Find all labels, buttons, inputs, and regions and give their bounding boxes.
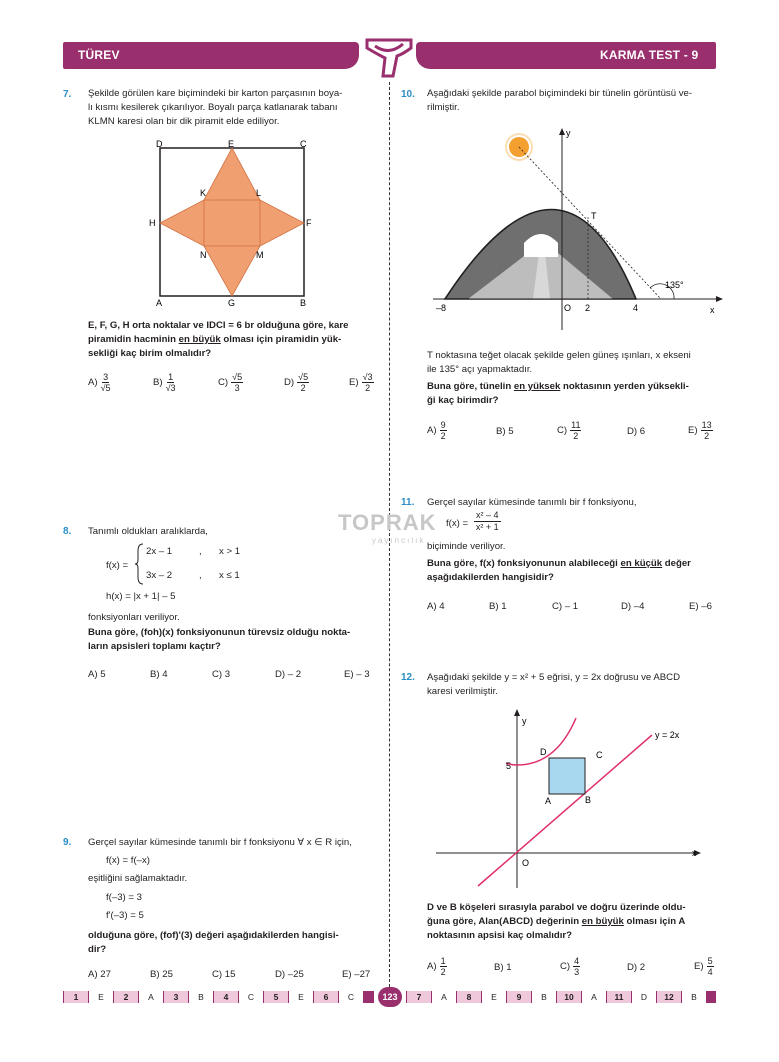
q10-option-b[interactable]: B) 5 (496, 426, 514, 437)
q12-line-label: y = 2x (655, 730, 680, 740)
q9-given: eşitliğini sağlamaktadır. (88, 873, 188, 884)
q11-f-label: f(x) = (446, 518, 469, 529)
q11-fraction (474, 510, 501, 533)
brace-icon (135, 543, 145, 585)
q8-question-1: Buna göre, (foh)(x) fonksiyonunun türevsiz olduğu nokta- (88, 627, 351, 638)
answer-key-right: 7 A 8 E 9 B 10 A 11 D 12 B (407, 991, 707, 1003)
label-E: E (228, 139, 235, 149)
q9-option-c[interactable]: C) 15 (212, 969, 236, 980)
q9-option-b[interactable]: B) 25 (150, 969, 173, 980)
q7-text-2: lı kısmı kesilerek çıkarılıyor. Boyalı parça katlanarak tabanı (88, 102, 338, 113)
q8-given: fonksiyonları veriliyor. (88, 612, 180, 623)
q10-text-3: T noktasına teğet olacak şekilde gelen güneş ışınları, x ekseni (427, 350, 691, 361)
q11-numerator: x² – 4 (476, 510, 499, 520)
q7-figure (148, 138, 323, 310)
q7-text-3: KLMN karesi olan bir dik piramit elde ediliyor. (88, 116, 280, 127)
q12-origin-label: O (522, 858, 530, 868)
q7-option-d[interactable]: D) $\frac{√5}{2}$ (284, 372, 309, 393)
q8-comma-2: , (199, 570, 202, 581)
label-A: A (156, 298, 163, 308)
q8-case-1: 2x – 1 (146, 546, 173, 557)
q9-eq-1: f(x) = f(–x) (106, 855, 150, 866)
q11-denominator: x² + 1 (475, 522, 499, 532)
label-D: D (156, 139, 163, 149)
q10-question-2: ği kaç birimdir? (427, 395, 499, 406)
q11-option-a[interactable]: A) 4 (427, 601, 445, 612)
label-K: K (200, 188, 207, 198)
q10-option-a[interactable]: A) $\frac{9}{2}$ (427, 420, 446, 441)
q9-number: 9. (63, 837, 72, 848)
q10-y-label: y (566, 128, 571, 138)
q7-option-a[interactable]: A) $\frac{3}{√5}$ (88, 372, 111, 393)
q12-y-label: y (522, 716, 527, 726)
q7-text-1: Şekilde görülen kare biçimindeki bir karton parçasının boya- (88, 88, 343, 99)
q12-5-label: 5 (506, 761, 512, 771)
q8-option-b[interactable]: B) 4 (150, 669, 168, 680)
q9-option-d[interactable]: D) –25 (275, 969, 304, 980)
q8-option-e[interactable]: E) – 3 (344, 669, 370, 680)
q10-question-1: Buna göre, tünelin en yüksek noktasının yerden yüksekli- (427, 381, 689, 392)
q11-given: biçiminde veriliyor. (427, 541, 506, 552)
q7-option-c[interactable]: C) $\frac{√5}{3}$ (218, 372, 243, 393)
q11-option-b[interactable]: B) 1 (489, 601, 507, 612)
q12-x-label: x (692, 848, 697, 858)
q10-number: 10. (401, 89, 415, 100)
q12-question-1: D ve B köşeleri sırasıyla parabol ve doğru üzerinde oldu- (427, 902, 686, 913)
watermark-text: TOPRAK (338, 510, 437, 535)
q11-option-c[interactable]: C) – 1 (552, 601, 579, 612)
answer-key-left: 1 E 2 A 3 B 4 C 5 E 6 C (64, 991, 364, 1003)
q9-intro: Gerçel sayılar kümesinde tanımlı bir f fonksiyonu ∀ x ∈ R için, (88, 837, 352, 848)
q10-angle-label: 135° (665, 280, 684, 290)
q12-option-a[interactable]: A) $\frac{1}{2}$ (427, 956, 446, 977)
q7-question-2: piramidin hacminin en büyük olması için piramidin yük- (88, 334, 342, 345)
q7-option-b[interactable]: B) $\frac{1}{√3}$ (153, 372, 176, 393)
q10-origin-label: O (564, 303, 572, 313)
q10-text-4: ile 135° açı yapmaktadır. (427, 364, 533, 375)
q12-D-label: D (540, 747, 547, 757)
watermark-subtext: yayıncılık (372, 536, 426, 545)
q12-number: 12. (401, 672, 415, 683)
q12-B-label: B (585, 795, 592, 805)
label-B: B (300, 298, 307, 308)
q11-question-2: aşağıdakilerden hangisidir? (427, 572, 554, 583)
q8-option-a[interactable]: A) 5 (88, 669, 106, 680)
q11-option-e[interactable]: E) –6 (689, 601, 712, 612)
q8-case-2: 3x – 2 (146, 570, 173, 581)
q10-4-label: 4 (633, 303, 639, 313)
q7-number: 7. (63, 89, 72, 100)
q10-x-label: x (710, 305, 715, 315)
logo-icon (363, 38, 415, 78)
q11-number: 11. (401, 497, 415, 508)
q7-question-3: sekliği kaç birim olmalıdır? (88, 348, 212, 359)
q8-option-c[interactable]: C) 3 (212, 669, 231, 680)
q9-option-e[interactable]: E) –27 (342, 969, 371, 980)
q9-question-2: dir? (88, 944, 107, 955)
q12-question-3: noktasının apsisi kaç olmalıdır? (427, 930, 573, 941)
q8-f-label: f(x) = (106, 560, 129, 571)
q9-question-1: olduğuna göre, (fof)'(3) değeri aşağıdakilerden hangisi- (88, 930, 339, 941)
q11-text-1: Gerçel sayılar kümesinde tanımlı bir f fonksiyonu, (427, 497, 637, 508)
q9-eq-3: f'(–3) = 5 (106, 910, 144, 921)
q12-option-c[interactable]: C) $\frac{4}{3}$ (560, 956, 580, 977)
q10-option-d[interactable]: D) 6 (627, 426, 646, 437)
label-L: L (256, 188, 262, 198)
q10-m8-label: –8 (436, 303, 447, 313)
q12-option-b[interactable]: B) 1 (494, 962, 512, 973)
test-title: KARMA TEST - 9 (600, 48, 699, 62)
q11-option-d[interactable]: D) –4 (621, 601, 645, 612)
q10-option-e[interactable]: E) $\frac{13}{2}$ (688, 420, 712, 441)
q8-cond-2: x ≤ 1 (219, 570, 240, 581)
q12-option-e[interactable]: E) $\frac{5}{4}$ (694, 956, 713, 977)
q8-number: 8. (63, 526, 72, 537)
q8-cond-1: x > 1 (219, 546, 241, 557)
q11-question-1: Buna göre, f(x) fonksiyonunun alabileceği en küçük değer (427, 558, 691, 569)
label-C: C (300, 139, 307, 149)
label-F: F (306, 218, 312, 228)
q12-text-2: karesi verilmiştir. (427, 686, 498, 697)
q12-C-label: C (596, 750, 603, 760)
label-N: N (200, 250, 207, 260)
q10-text-1: Aşağıdaki şekilde parabol biçimindeki bir tünelin görüntüsü ve- (427, 88, 693, 99)
q8-comma-1: , (199, 546, 202, 557)
q8-h: h(x) = |x + 1| – 5 (106, 591, 176, 602)
section-title: TÜREV (78, 48, 120, 62)
q8-question-2: ların apsisleri toplamı kaçtır? (88, 641, 221, 652)
q8-intro: Tanımlı oldukları aralıklarda, (88, 526, 208, 537)
q12-A-label: A (545, 796, 552, 806)
q12-figure (436, 708, 706, 893)
q7-option-e[interactable]: E) $\frac{√3}{2}$ (349, 372, 373, 393)
label-H: H (149, 218, 156, 228)
q10-option-c[interactable]: C) $\frac{11}{2}$ (557, 420, 581, 441)
q10-t-label: T (591, 211, 597, 221)
q12-option-d[interactable]: D) 2 (627, 962, 646, 973)
label-G: G (228, 298, 236, 308)
q8-option-d[interactable]: D) – 2 (275, 669, 302, 680)
q12-text-1: Aşağıdaki şekilde y = x² + 5 eğrisi, y = 2x doğrusu ve ABCD (427, 672, 681, 683)
label-M: M (256, 250, 264, 260)
q10-tunnel-figure (428, 125, 723, 340)
q9-option-a[interactable]: A) 27 (88, 969, 111, 980)
page-number: 123 (378, 987, 402, 1007)
q10-text-2: rilmiştir. (427, 102, 460, 113)
q10-2-label: 2 (585, 303, 591, 313)
q12-question-2: ğuna göre, Alan(ABCD) değerinin en büyük olması için A (427, 916, 686, 927)
q7-question-1: E, F, G, H orta noktalar ve IDCI = 6 br olduğuna göre, kare (88, 320, 349, 331)
q9-eq-2: f(–3) = 3 (106, 892, 142, 903)
